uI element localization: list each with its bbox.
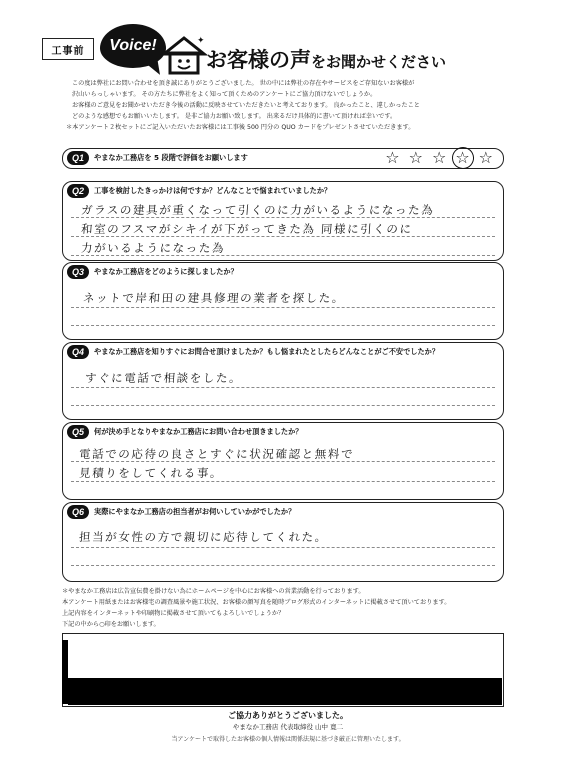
question-text: 実際にやまなか工務店の担当者がお伺いしていかがでしたか？ [94, 506, 296, 516]
intro-line: ＊本アンケート２枚セットにご記入いただいたお客様には工事後 500 円分の QUO カードをプレゼントさせていただきます。 [66, 124, 415, 131]
handwritten-answer: 力がいるようになった為 [80, 241, 226, 255]
footer-note: ＊やまなか工務店は広告宣伝費を掛けない為にホームページを中心にお客様への営業活動を行っております。 [62, 588, 365, 595]
star-icon[interactable]: ☆ [385, 147, 400, 167]
star-icon-selected[interactable]: ☆ [455, 147, 470, 167]
rating-stars [385, 149, 493, 166]
question-5-box [62, 422, 504, 500]
handwritten-answer: ネットで岸和田の建具修理の業者を探した。 [82, 291, 346, 305]
star-icon[interactable]: ☆ [478, 147, 493, 167]
question-3-box [62, 262, 504, 340]
question-text: やまなか工務店を 5 段階で評価をお願いします [94, 152, 248, 162]
question-text: やまなか工務店を知りすぐにお問合せ頂けましたか？もし悩まれたとしたらどんなことがご不安でしたか？ [94, 346, 440, 356]
handwritten-answer: ガラスの建具が重くなって引くのに力がいるようになった為 [80, 203, 435, 217]
voice-logo: Voice! [100, 24, 166, 68]
handwritten-answer: 電話での応待の良さとすぐに状況確認と無料で [78, 447, 355, 461]
star-icon[interactable]: ☆ [431, 147, 447, 167]
intro-line: 沢山いらっしゃいます。 その方たちに弊社をよく知って頂くためのアンケートにご協力頂けないでしょうか。 [72, 91, 377, 98]
question-number: Q3 [67, 265, 89, 279]
footer-note: 下記の中から○印をお願いします。 [62, 621, 160, 628]
title-sub-text: をお聞かせください [311, 53, 447, 71]
handwritten-answer: 和室のフスマがシキイが下がってきた為 同様に引くのに [80, 222, 414, 236]
svg-text:✦: ✦ [197, 36, 205, 46]
question-text: 工事を検討したきっかけは何ですか？どんなことで悩まれていましたか？ [94, 185, 332, 195]
intro-line: お客様のご意見をお聞かせいただき今後の活動に反映させていただきたいと考えております。 良かったこと、違しかったこと [72, 102, 420, 109]
question-number: Q5 [67, 425, 89, 439]
question-text: やまなか工務店をどのように探しましたか？ [94, 266, 238, 276]
question-number: Q6 [67, 505, 89, 519]
title-main-text: お客様の声 [206, 48, 311, 72]
star-icon[interactable]: ☆ [408, 147, 423, 167]
question-number: Q4 [67, 345, 89, 359]
redaction [68, 678, 502, 705]
handwritten-answer: 担当が女性の方で親切に応待してくれた。 [78, 530, 329, 544]
question-6-box [62, 502, 504, 582]
handwritten-answer: すぐに電話で相談をした。 [84, 371, 243, 385]
question-1-box [62, 148, 504, 169]
question-number: Q2 [67, 184, 89, 198]
koji-mae-badge: 工事前 [42, 38, 94, 60]
intro-line: どのような感想でもお願いいたします。 是非ご協力お願い致します。 出来るだけ具体的に書いて頂ければ幸いです。 [72, 113, 397, 120]
question-text: 何が決め手となりやまなか工務店にお問い合わせ頂きましたか？ [94, 426, 303, 436]
intro-line: この度は弊社にお問い合わせを頂き誠にありがとうございました。 世の中には弊社の存在やサービスをご存知ないお客様が [72, 80, 415, 87]
question-4-box [62, 342, 504, 420]
footer-note: 上記内容をインターネットや印刷物に掲載させて頂いてもよろしいでしょうか？ [62, 610, 285, 617]
question-number: Q1 [67, 151, 89, 165]
page-title [206, 44, 446, 74]
house-icon [160, 34, 208, 76]
company-signature: やまなか工務店 代表取締役 山中 寛二 [232, 723, 344, 731]
handwritten-answer: 見積りをしてくれる事。 [78, 466, 224, 480]
question-2-box [62, 181, 504, 261]
footer-note: 本アンケート用紙またはお客様宅の調査風景や施工状況、お客様の顔写真を随時ブログ形式のインターネットに掲載させて頂いております。 [62, 599, 451, 606]
privacy-note: 当アンケートで取得したお客様の個人情報は関係法規に基づき厳正に管理いたします。 [171, 736, 405, 743]
thanks-text: ご協力ありがとうございました。 [228, 711, 348, 720]
